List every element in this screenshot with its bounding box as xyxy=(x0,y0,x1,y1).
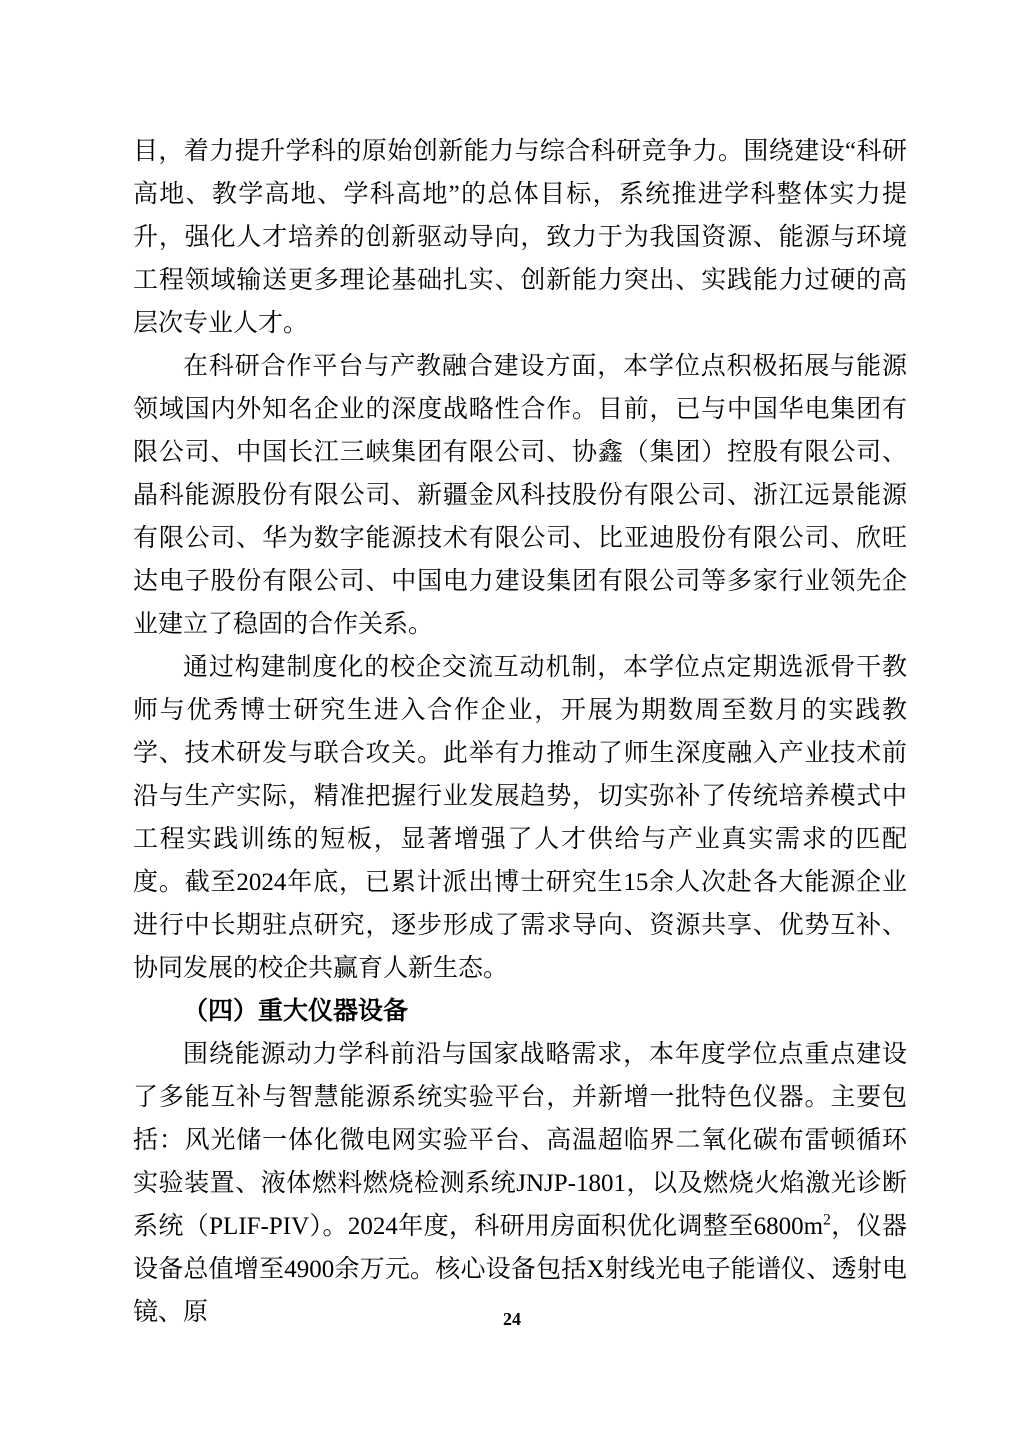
page-number: 24 xyxy=(503,1309,521,1329)
paragraph-continuation: 目，着力提升学科的原始创新能力与综合科研竞争力。围绕建设“科研高地、教学高地、学科高地”的总体目标，系统推进学科整体实力提升，强化人才培养的创新驱动导向，致力于为我国资源、能源与环境工程领域输送更多理论基础扎实、创新能力突出、实践能力过硬的高层次专业人才。 xyxy=(133,138,907,337)
superscript-square-meter: 2 xyxy=(823,1211,831,1229)
paragraph-exchange: 通过构建制度化的校企交流互动机制，本学位点定期选派骨干教师与优秀博士研究生进入合作企业，开展为期数周至数月的实践教学、技术研发与联合攻关。此举有力推动了师生深度融入产业技术前沿与生产实际，精准把握行业发展趋势，切实弥补了传统培养模式中工程实践训练的短板，显著增强了人才供给与产业真实需求的匹配度。截至2024年底，已累计派出博士研究生15余人次赴各大能源企业进行中长期驻点研究，逐步形成了需求导向、资源共享、优势互补、协同发展的校企共赢育人新生态。 xyxy=(133,654,907,982)
instruments-text-after-sup: ，仪器设备总值增至4900余万元。核心设备包括X射线光电子能谱仪、透射电镜、原 xyxy=(133,1213,907,1326)
paragraph-cooperation: 在科研合作平台与产教融合建设方面，本学位点积极拓展与能源领域国内外知名企业的深度战略性合作。目前，已与中国华电集团有限公司、中国长江三峡集团有限公司、协鑫（集团）控股有限公司、晶科能源股份有限公司、新疆金风科技股份有限公司、浙江远景能源有限公司、华为数字能源技术有限公司、比亚迪股份有限公司、欣旺达电子股份有限公司、中国电力建设集团有限公司等多家行业领先企业建立了稳固的合作关系。 xyxy=(133,353,907,638)
page-body xyxy=(133,130,907,1334)
section-heading: （四）重大仪器设备 xyxy=(183,998,409,1025)
instruments-text-before-sup: 围绕能源动力学科前沿与国家战略需求，本年度学位点重点建设了多能互补与智慧能源系统实验平台，并新增一批特色仪器。主要包括：风光储一体化微电网实验平台、高温超临界二氧化碳布雷顿循环实验装置、液体燃料燃烧检测系统JNJP-1801，以及燃烧火焰激光诊断系统（PLIF-PIV）。2024年度，科研用房面积优化调整至6800m xyxy=(133,1041,907,1240)
paragraph-instruments xyxy=(133,1033,907,1334)
